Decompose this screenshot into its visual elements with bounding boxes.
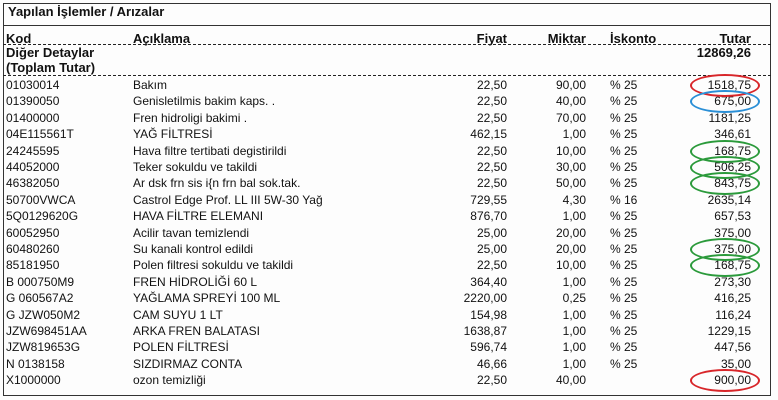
cell-tutar: 416,25 — [714, 291, 751, 306]
cell-tutar: 675,00 — [714, 94, 751, 109]
cell-iskonto: % 25 — [610, 291, 638, 306]
table-row — [0, 127, 778, 144]
cell-miktar: 40,00 — [555, 373, 586, 388]
cell-aciklama: CAM SUYU 1 LT — [133, 307, 223, 322]
table-row — [0, 324, 778, 341]
cell-miktar: 1,00 — [562, 209, 586, 224]
cell-miktar: 1,00 — [562, 127, 586, 142]
cell-iskonto: % 16 — [610, 192, 638, 207]
cell-miktar: 10,00 — [555, 258, 586, 273]
summary-label-line2: (Toplam Tutar) — [6, 60, 96, 75]
cell-fiyat: 22,50 — [476, 258, 507, 273]
cell-tutar: 843,75 — [714, 176, 751, 191]
cell-tutar: 168,75 — [714, 258, 751, 273]
cell-kod: 60480260 — [6, 242, 60, 256]
cell-aciklama: Fren hidroligi bakimi . — [133, 110, 248, 125]
cell-miktar: 20,00 — [555, 225, 586, 240]
table-row — [0, 291, 778, 308]
cell-aciklama: Polen filtresi sokuldu ve takildi — [133, 258, 294, 273]
table-row — [0, 226, 778, 243]
cell-fiyat: 2220,00 — [463, 291, 507, 306]
cell-fiyat: 46,66 — [476, 356, 507, 371]
cell-miktar: 40,00 — [555, 94, 586, 109]
cell-kod: 85181950 — [6, 258, 60, 273]
cell-aciklama: ozon temizliği — [133, 373, 206, 388]
summary-divider — [3, 75, 771, 76]
cell-fiyat: 876,70 — [470, 209, 507, 224]
header-divider — [3, 44, 771, 45]
header-miktar: Miktar — [547, 31, 586, 46]
cell-kod: G JZW050M2 — [6, 307, 81, 322]
cell-kod: 04E115561T — [6, 127, 74, 142]
cell-aciklama: FREN HİDROLİĞİ 60 L — [133, 274, 258, 289]
cell-kod: 01400000 — [6, 110, 60, 125]
cell-fiyat: 462,15 — [470, 127, 507, 142]
cell-iskonto: % 25 — [610, 324, 638, 338]
table-row — [0, 373, 778, 390]
summary-label — [6, 45, 95, 75]
cell-miktar: 90,00 — [555, 78, 586, 92]
table-row — [0, 258, 778, 275]
table-row — [0, 94, 778, 111]
cell-miktar: 30,00 — [555, 160, 586, 174]
cell-tutar: 657,53 — [714, 209, 751, 224]
cell-fiyat: 22,50 — [476, 78, 507, 92]
cell-aciklama: ARKA FREN BALATASI — [133, 324, 260, 338]
section-title: Yapılan İşlemler / Arızalar — [8, 4, 165, 19]
cell-iskonto: % 25 — [610, 356, 638, 371]
cell-miktar: 4,30 — [562, 192, 586, 207]
header-kod: Kod — [6, 31, 32, 46]
cell-kod: 5Q0129620G — [6, 209, 79, 224]
cell-kod: B 000750M9 — [6, 274, 75, 289]
cell-tutar: 273,30 — [714, 274, 751, 289]
cell-fiyat: 596,74 — [470, 340, 507, 355]
cell-aciklama: YAĞLAMA SPREYİ 100 ML — [133, 291, 281, 306]
cell-kod: 50700VWCA — [6, 192, 76, 207]
table-row — [0, 176, 778, 193]
cell-kod: 24245595 — [6, 143, 60, 158]
cell-tutar: 900,00 — [714, 373, 751, 388]
cell-tutar: 1518,75 — [707, 78, 751, 92]
title-divider — [3, 25, 771, 26]
cell-iskonto: % 25 — [610, 258, 638, 273]
cell-fiyat: 22,50 — [476, 160, 507, 174]
cell-aciklama: Genisletilmis bakim kaps. . — [133, 94, 276, 109]
cell-miktar: 1,00 — [562, 324, 586, 338]
cell-tutar: 1181,25 — [708, 110, 751, 125]
table-row — [0, 209, 778, 226]
cell-kod: JZW819653G — [6, 340, 81, 355]
cell-fiyat: 25,00 — [476, 242, 507, 256]
cell-miktar: 10,00 — [555, 143, 586, 158]
cell-tutar: 375,00 — [714, 225, 751, 240]
header-tutar: Tutar — [719, 31, 751, 46]
cell-iskonto: % 25 — [610, 242, 638, 256]
cell-aciklama: HAVA FİLTRE ELEMANI — [133, 209, 264, 224]
cell-miktar: 20,00 — [555, 242, 586, 256]
summary-total: 12869,26 — [696, 45, 751, 60]
cell-kod: 01030014 — [6, 78, 60, 92]
cell-tutar: 506,25 — [714, 160, 751, 174]
cell-tutar: 1229,15 — [707, 324, 751, 338]
cell-tutar: 35,00 — [720, 356, 751, 371]
cell-aciklama: POLEN FİLTRESİ — [133, 340, 229, 355]
cell-aciklama: Acilir tavan temizlendi — [133, 225, 250, 240]
cell-iskonto: % 25 — [610, 176, 638, 191]
cell-tutar: 116,24 — [715, 307, 751, 322]
header-fiyat: Fiyat — [476, 31, 507, 46]
summary-label-line1: Diğer Detaylar — [6, 45, 95, 60]
cell-fiyat: 22,50 — [476, 176, 507, 191]
table-row — [0, 308, 778, 325]
cell-miktar: 70,00 — [555, 110, 586, 125]
cell-kod: 44052000 — [6, 160, 60, 174]
cell-aciklama: Bakım — [133, 78, 168, 92]
cell-kod: 46382050 — [6, 176, 60, 191]
cell-tutar: 447,56 — [714, 340, 751, 355]
cell-aciklama: YAĞ FİLTRESİ — [133, 127, 213, 142]
cell-fiyat: 729,55 — [470, 192, 507, 207]
cell-miktar: 1,00 — [562, 274, 586, 289]
cell-iskonto: % 25 — [610, 274, 638, 289]
cell-aciklama: Su kanali kontrol edildi — [133, 242, 254, 256]
table-row — [0, 242, 778, 259]
cell-iskonto: % 25 — [610, 225, 638, 240]
cell-iskonto: % 25 — [610, 340, 638, 355]
cell-fiyat: 1638,87 — [463, 324, 507, 338]
cell-kod: N 0138158 — [6, 356, 65, 371]
cell-iskonto: % 25 — [610, 94, 638, 109]
cell-kod: X1000000 — [6, 373, 61, 388]
header-aciklama: Açıklama — [133, 31, 191, 46]
table-row — [0, 193, 778, 210]
cell-kod: 01390050 — [6, 94, 60, 109]
cell-kod: G 060567A2 — [6, 291, 74, 306]
cell-miktar: 1,00 — [562, 307, 586, 322]
table-row — [0, 340, 778, 357]
cell-aciklama: SIZDIRMAZ CONTA — [133, 356, 243, 371]
cell-tutar: 2635,14 — [707, 192, 751, 207]
cell-fiyat: 25,00 — [476, 225, 507, 240]
cell-fiyat: 22,50 — [476, 94, 507, 109]
table-row — [0, 275, 778, 292]
header-iskonto: İskonto — [610, 31, 657, 46]
cell-tutar: 168,75 — [714, 143, 751, 158]
table-row — [0, 78, 778, 95]
cell-kod: 60052950 — [6, 225, 60, 240]
cell-iskonto: % 25 — [610, 78, 638, 92]
cell-miktar: 50,00 — [555, 176, 586, 191]
cell-fiyat: 22,50 — [476, 110, 507, 125]
cell-miktar: 1,00 — [562, 340, 586, 355]
cell-fiyat: 22,50 — [476, 373, 507, 388]
cell-iskonto: % 25 — [610, 307, 638, 322]
cell-miktar: 1,00 — [562, 356, 586, 371]
cell-tutar: 346,61 — [714, 127, 751, 142]
table-row — [0, 111, 778, 128]
cell-fiyat: 364,40 — [470, 274, 507, 289]
cell-tutar: 375,00 — [714, 242, 751, 256]
table-row — [0, 160, 778, 177]
cell-aciklama: Castrol Edge Prof. LL III 5W-30 Yağ — [133, 192, 323, 207]
cell-iskonto: % 25 — [610, 160, 638, 174]
cell-iskonto: % 25 — [610, 127, 638, 142]
cell-miktar: 0,25 — [562, 291, 586, 306]
cell-iskonto: % 25 — [610, 209, 638, 224]
cell-kod: JZW698451AA — [6, 324, 87, 338]
cell-fiyat: 154,98 — [470, 307, 507, 322]
table-row — [0, 144, 778, 161]
cell-fiyat: 22,50 — [476, 143, 507, 158]
cell-aciklama: Teker sokuldu ve takildi — [133, 160, 258, 174]
cell-aciklama: Hava filtre tertibati degistirildi — [133, 143, 287, 158]
cell-aciklama: Ar dsk frn sis i{n frn bal sok.tak. — [133, 176, 301, 191]
table-row — [0, 357, 778, 374]
cell-iskonto: % 25 — [610, 143, 638, 158]
cell-iskonto: % 25 — [610, 110, 638, 125]
